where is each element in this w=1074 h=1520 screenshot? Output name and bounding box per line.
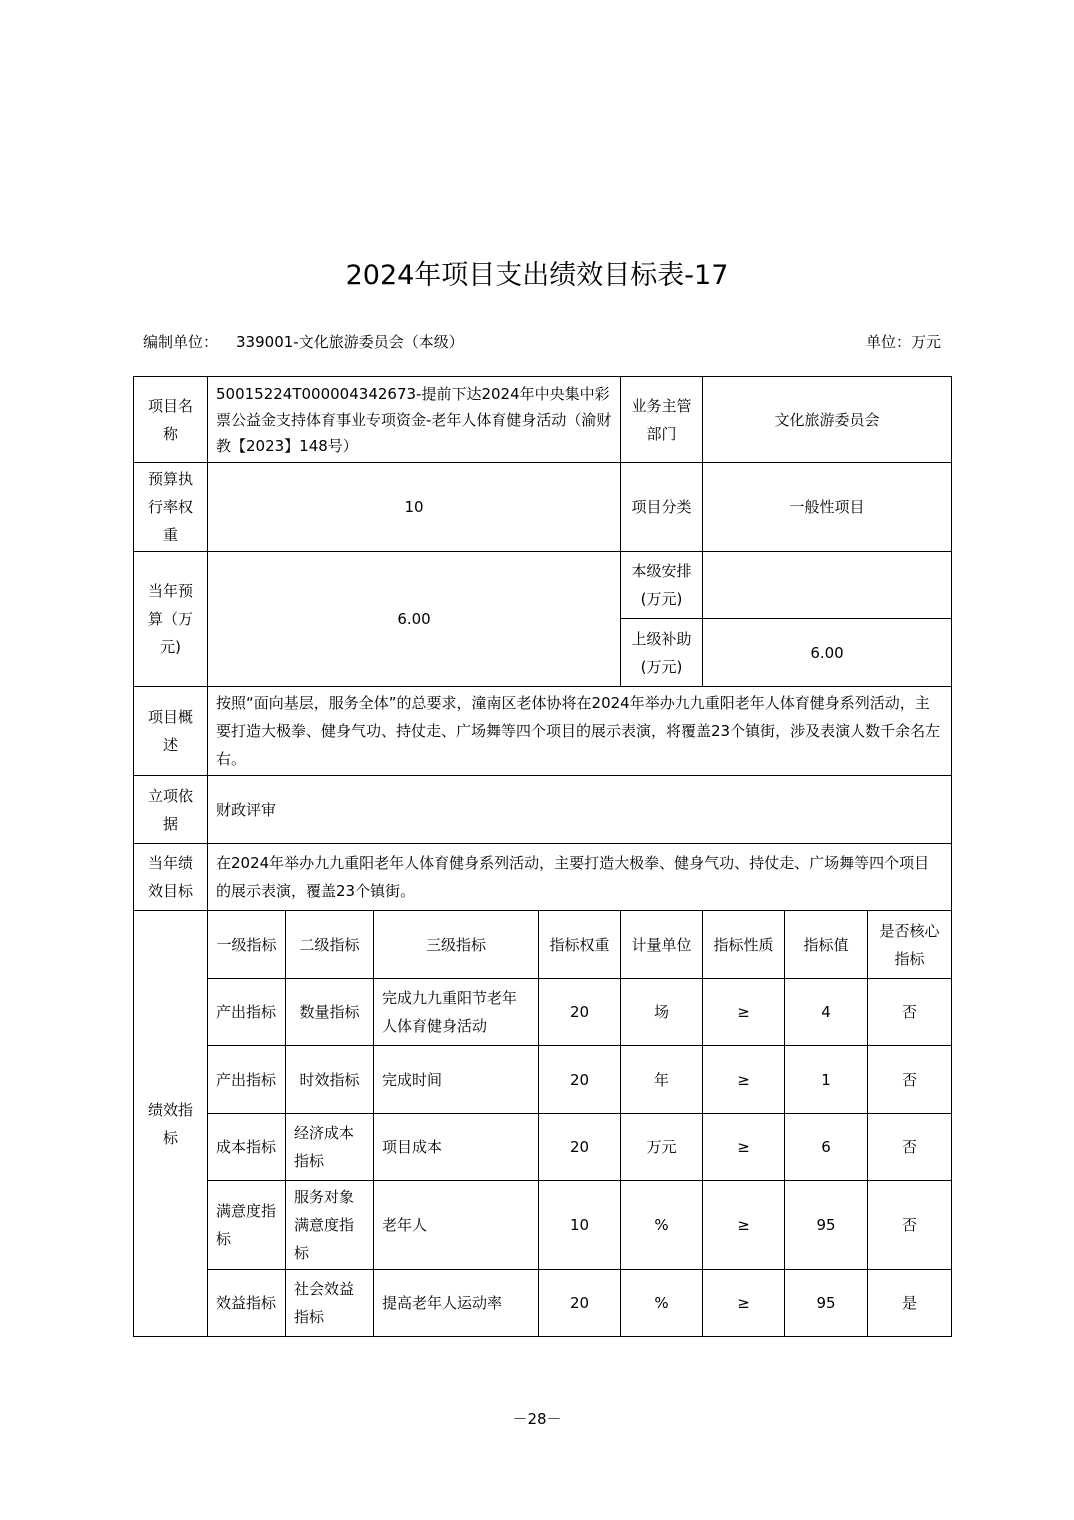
table-row (134, 1046, 952, 1114)
level1-cell: 效益指标 (208, 1270, 286, 1337)
performance-table (133, 376, 952, 1337)
local-value (703, 552, 952, 619)
weight-cell: 20 (539, 1270, 621, 1337)
row-basis (134, 776, 952, 844)
superior-label: 上级补助(万元) (621, 619, 703, 687)
overview-label: 项目概述 (134, 687, 208, 776)
weight-value: 10 (208, 463, 621, 552)
value-cell: 6 (785, 1114, 868, 1181)
page-title: 2024年项目支出绩效目标表-17 (345, 260, 729, 291)
row-budget-local (134, 552, 952, 619)
value-cell: 95 (785, 1181, 868, 1270)
weight-cell: 10 (539, 1181, 621, 1270)
currency-unit: 单位：万元 (865, 333, 941, 351)
dept-value: 文化旅游委员会 (703, 377, 952, 463)
table-row (134, 1270, 952, 1337)
header-level3: 三级指标 (374, 911, 539, 979)
unit-cell: % (621, 1181, 703, 1270)
unit-cell: % (621, 1270, 703, 1337)
compiling-unit-label: 编制单位： (143, 333, 219, 351)
unit-cell: 年 (621, 1046, 703, 1114)
indicators-section-label: 绩效指标 (134, 911, 208, 1337)
header-weight: 指标权重 (539, 911, 621, 979)
level2-cell: 经济成本指标 (286, 1114, 374, 1181)
compiling-unit (143, 331, 464, 353)
basis-value: 财政评审 (208, 776, 952, 844)
indicator-header-row (134, 911, 952, 979)
nature-cell: ≥ (703, 1046, 785, 1114)
category-value: 一般性项目 (703, 463, 952, 552)
weight-label: 预算执行率权重 (134, 463, 208, 552)
weight-cell: 20 (539, 1114, 621, 1181)
header-nature: 指标性质 (703, 911, 785, 979)
goal-value: 在2024年举办九九重阳老年人体育健身系列活动，主要打造大极拳、健身气功、持仗走、广场舞等四个项目的展示表演，覆盖23个镇街。 (208, 844, 952, 911)
dept-label: 业务主管部门 (621, 377, 703, 463)
level2-cell: 数量指标 (286, 979, 374, 1046)
page-number: －28－ (512, 1410, 562, 1428)
level3-cell: 完成九九重阳节老年人体育健身活动 (374, 979, 539, 1046)
value-cell: 1 (785, 1046, 868, 1114)
level1-cell: 产出指标 (208, 1046, 286, 1114)
project-name-value: 50015224T000004342673-提前下达2024年中央集中彩票公益金支持体育事业专项资金-老年人体育健身活动（渝财教【2023】148号） (208, 377, 621, 463)
compiling-unit-value: 339001-文化旅游委员会（本级） (236, 333, 464, 351)
header-level1: 一级指标 (208, 911, 286, 979)
level2-cell: 服务对象满意度指标 (286, 1181, 374, 1270)
row-weight (134, 463, 952, 552)
local-label: 本级安排(万元) (621, 552, 703, 619)
header-unit: 计量单位 (621, 911, 703, 979)
core-cell: 否 (868, 1046, 952, 1114)
budget-value: 6.00 (208, 552, 621, 687)
level1-cell: 满意度指标 (208, 1181, 286, 1270)
nature-cell: ≥ (703, 1270, 785, 1337)
table-row (134, 979, 952, 1046)
level3-cell: 完成时间 (374, 1046, 539, 1114)
level1-cell: 产出指标 (208, 979, 286, 1046)
superior-value: 6.00 (703, 619, 952, 687)
nature-cell: ≥ (703, 1114, 785, 1181)
core-cell: 否 (868, 1114, 952, 1181)
budget-label: 当年预算（万元) (134, 552, 208, 687)
core-cell: 否 (868, 1181, 952, 1270)
header-level2: 二级指标 (286, 911, 374, 979)
header-core: 是否核心指标 (868, 911, 952, 979)
core-cell: 是 (868, 1270, 952, 1337)
weight-cell: 20 (539, 1046, 621, 1114)
level3-cell: 项目成本 (374, 1114, 539, 1181)
table-row (134, 1114, 952, 1181)
header-value: 指标值 (785, 911, 868, 979)
row-overview (134, 687, 952, 776)
nature-cell: ≥ (703, 979, 785, 1046)
core-cell: 否 (868, 979, 952, 1046)
project-name-label: 项目名称 (134, 377, 208, 463)
unit-cell: 场 (621, 979, 703, 1046)
basis-label: 立项依据 (134, 776, 208, 844)
level1-cell: 成本指标 (208, 1114, 286, 1181)
value-cell: 95 (785, 1270, 868, 1337)
weight-cell: 20 (539, 979, 621, 1046)
level2-cell: 时效指标 (286, 1046, 374, 1114)
category-label: 项目分类 (621, 463, 703, 552)
row-project-name (134, 377, 952, 463)
level2-cell: 社会效益指标 (286, 1270, 374, 1337)
level3-cell: 提高老年人运动率 (374, 1270, 539, 1337)
row-goal (134, 844, 952, 911)
nature-cell: ≥ (703, 1181, 785, 1270)
level3-cell: 老年人 (374, 1181, 539, 1270)
unit-cell: 万元 (621, 1114, 703, 1181)
table-row (134, 1181, 952, 1270)
goal-label: 当年绩效目标 (134, 844, 208, 911)
value-cell: 4 (785, 979, 868, 1046)
overview-value: 按照“面向基层，服务全体”的总要求，潼南区老体协将在2024年举办九九重阳老年人体育健身系列活动，主要打造大极拳、健身气功、持仗走、广场舞等四个项目的展示表演，将覆盖23个镇街，涉及表演人数千余名左右。 (208, 687, 952, 776)
